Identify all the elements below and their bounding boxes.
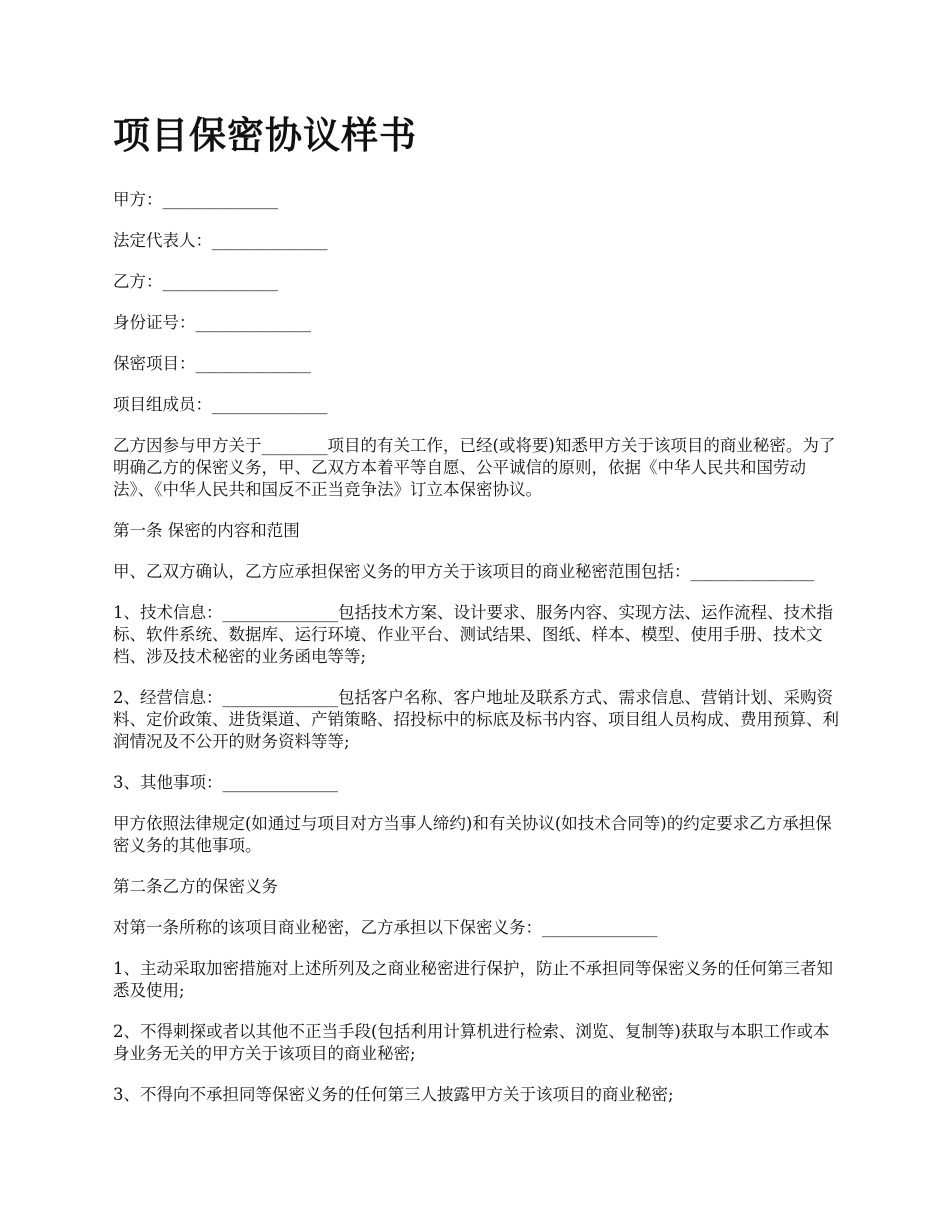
field-party-b: 乙方：______________ <box>113 272 278 291</box>
document-title: 项目保密协议样书 <box>113 114 417 157</box>
article-2-heading: 第二条乙方的保密义务 <box>113 877 278 896</box>
article-1-heading: 第一条 保密的内容和范围 <box>113 521 300 540</box>
article-2-item-1: 1、主动采取加密措施对上述所列及之商业秘密进行保护，防止不承担同等保密义务的任何第三者知悉及使用; <box>113 959 833 1000</box>
intro-paragraph: 乙方因参与甲方关于________项目的有关工作，已经(或将要)知悉甲方关于该项目的商业秘密。为了明确乙方的保密义务，甲、乙双方本着平等自愿、公平诚信的原则，依据《中华人民共和国劳动法》、《中华人民共和国反不正当竞争法》订立本保密协议。 <box>113 436 836 499</box>
article-1-item-3: 3、其他事项：______________ <box>113 773 338 792</box>
article-2-item-3: 3、不得向不承担同等保密义务的任何第三人披露甲方关于该项目的商业秘密; <box>113 1085 674 1104</box>
article-1-other: 甲方依照法律规定(如通过与项目对方当事人缔约)和有关协议(如技术合同等)的约定要求乙方承担保密义务的其他事项。 <box>113 814 832 855</box>
article-1-scope: 甲、乙双方确认，乙方应承担保密义务的甲方关于该项目的商业秘密范围包括：_______________ <box>113 562 815 581</box>
field-party-a: 甲方：______________ <box>113 190 278 209</box>
article-2-item-2: 2、不得刺探或者以其他不正当手段(包括利用计算机进行检索、浏览、复制等)获取与本职工作或本身业务无关的甲方关于该项目的商业秘密; <box>113 1022 830 1063</box>
field-id-number: 身份证号：______________ <box>113 313 311 332</box>
article-1-item-2: 2、经营信息：______________包括客户名称、客户地址及联系方式、需求信息、营销计划、采购资料、定价政策、进货渠道、产销策略、招投标中的标底及标书内容、项目组人员构成、费用预算、利润情况及不公开的财务资料等等; <box>113 688 839 751</box>
field-project-members: 项目组成员：______________ <box>113 395 328 414</box>
document-page <box>113 110 843 1125</box>
article-2-intro: 对第一条所称的该项目商业秘密，乙方承担以下保密义务：______________ <box>113 918 658 937</box>
field-confidential-project: 保密项目：______________ <box>113 354 311 373</box>
field-legal-representative: 法定代表人：______________ <box>113 231 328 250</box>
article-1-item-1: 1、技术信息：______________包括技术方案、设计要求、服务内容、实现方法、运作流程、技术指标、软件系统、数据库、运行环境、作业平台、测试结果、图纸、样本、模型、使用手册、技术文档、涉及技术秘密的业务函电等等; <box>113 603 833 666</box>
